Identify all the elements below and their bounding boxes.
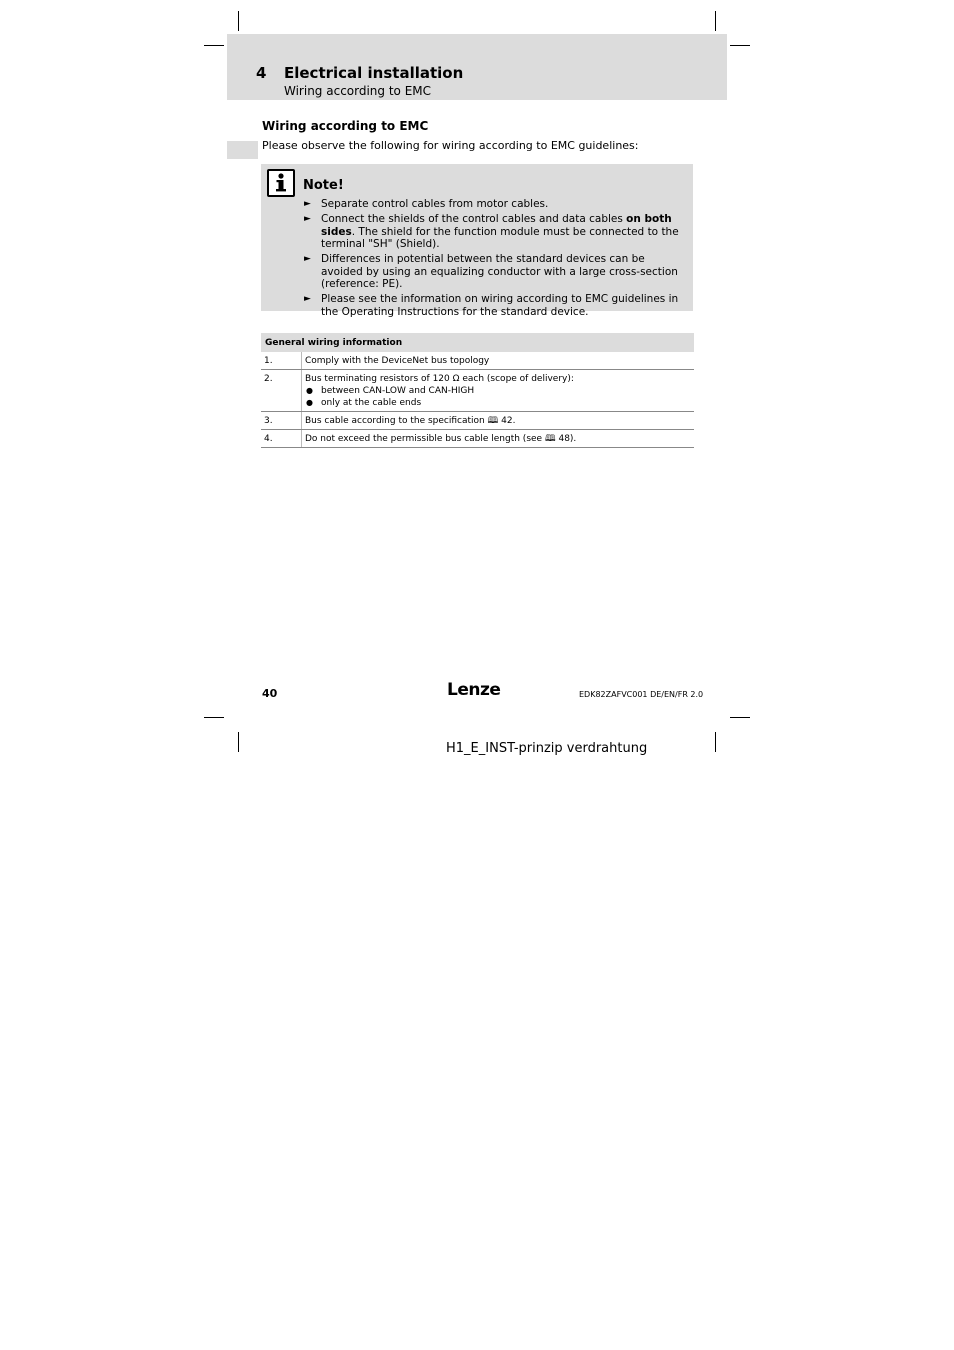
chapter-subtitle: Wiring according to EMC [284, 84, 432, 98]
row-text: Do not exceed the permissible bus cable length (see [305, 434, 543, 444]
bullet-dot-icon: ● [306, 398, 313, 407]
chapter-title: Electrical installation [284, 64, 464, 82]
row-number: 4. [261, 430, 302, 448]
row-cell [302, 370, 695, 412]
row-number: 1. [261, 352, 302, 370]
arrow-bullet-icon: ► [304, 254, 311, 264]
row-text: Comply with the DeviceNet bus topology [302, 352, 695, 370]
page-reference: 48). [558, 434, 577, 444]
crop-mark [730, 45, 750, 46]
crop-mark [238, 11, 239, 31]
note-item-text: Differences in potential between the standard devices can be avoided by using an equalizing conductor with a large cross-section (reference: PE). [321, 253, 678, 290]
note-item-emphasis: on both sides [321, 213, 672, 238]
section-title: Wiring according to EMC [262, 119, 429, 133]
list-item-text: only at the cable ends [321, 398, 422, 408]
note-item-text: . The shield for the function module must be connected to the terminal "SH" (Shield). [321, 225, 679, 250]
row-text: Bus terminating resistors of 120 Ω each (scope of delivery): [305, 374, 574, 384]
row-cell [302, 430, 695, 448]
arrow-bullet-icon: ► [304, 199, 311, 209]
note-item [303, 253, 689, 291]
book-ref-icon: 🕮 [544, 434, 556, 444]
brand-logo: Lenze [447, 680, 501, 700]
section-intro: Please observe the following for wiring according to EMC guidelines: [262, 139, 639, 152]
wiring-info-table [261, 333, 694, 448]
table-row [261, 412, 694, 430]
table-header-row [261, 333, 694, 352]
row-text: Bus cable according to the specification [305, 416, 485, 426]
page-reference: 42. [501, 416, 516, 426]
list-item [305, 397, 691, 409]
bullet-dot-icon: ● [306, 386, 313, 395]
arrow-bullet-icon: ► [304, 214, 311, 224]
page-number: 40 [262, 687, 278, 700]
crop-mark [238, 732, 239, 752]
table-row [261, 352, 694, 370]
arrow-bullet-icon: ► [304, 294, 311, 304]
note-item [303, 198, 689, 211]
margin-tab [227, 141, 258, 159]
list-item [305, 385, 691, 397]
note-item-text: Connect the shields of the control cables and data cables [321, 213, 627, 225]
table-row [261, 370, 694, 412]
row-number: 3. [261, 412, 302, 430]
row-number: 2. [261, 370, 302, 412]
note-title: Note! [303, 178, 344, 193]
info-icon [267, 169, 295, 197]
note-item [303, 293, 689, 318]
note-item-text: Separate control cables from motor cables. [321, 198, 549, 210]
file-label: H1_E_INST-prinzip verdrahtung [446, 741, 648, 756]
crop-mark [204, 45, 224, 46]
table-header: General wiring information [261, 333, 694, 352]
crop-mark [204, 717, 224, 718]
note-list [303, 198, 689, 321]
book-ref-icon: 🕮 [487, 416, 499, 426]
table-row [261, 430, 694, 448]
note-item [303, 213, 689, 251]
crop-mark [715, 11, 716, 31]
chapter-number: 4 [256, 64, 267, 82]
row-cell [302, 412, 695, 430]
document-id: EDK82ZAFVC001 DE/EN/FR 2.0 [579, 690, 704, 699]
crop-mark [730, 717, 750, 718]
crop-mark [715, 732, 716, 752]
list-item-text: between CAN-LOW and CAN-HIGH [321, 386, 475, 396]
note-item-text: Please see the information on wiring according to EMC guidelines in the Operating Instructions for the standard device. [321, 293, 679, 318]
